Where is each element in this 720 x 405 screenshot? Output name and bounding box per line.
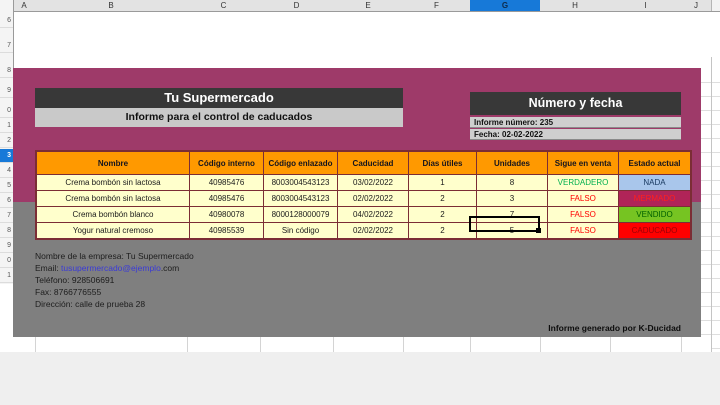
selected-cell-outline[interactable] <box>469 216 540 232</box>
cell-codigo-enlazado[interactable]: 8003004543123 <box>264 191 338 207</box>
area-below-sheet <box>0 352 720 405</box>
cell-codigo-interno[interactable]: 40985476 <box>190 191 264 207</box>
column-header-f[interactable]: F <box>403 0 471 11</box>
row-header[interactable]: 7 <box>0 39 13 53</box>
cell-caducidad[interactable]: 02/02/2022 <box>338 191 409 207</box>
cell-dias-utiles[interactable]: 2 <box>409 207 477 223</box>
address-line: Dirección: calle de prueba 28 <box>35 299 146 309</box>
grid-line <box>260 337 261 352</box>
cell-caducidad[interactable]: 04/02/2022 <box>338 207 409 223</box>
table-row <box>36 175 691 191</box>
email-label: Email: <box>35 263 61 273</box>
table-row <box>36 207 691 223</box>
row-header[interactable]: 7 <box>0 209 13 223</box>
row-header[interactable]: 1 <box>0 269 13 283</box>
empty-cells-bottom-row[interactable] <box>13 337 711 353</box>
header-sigue-en-venta[interactable]: Sigue en venta <box>548 151 619 175</box>
cell-nombre[interactable]: Crema bombón blanco <box>36 207 190 223</box>
company-title: Tu Supermercado <box>164 90 274 105</box>
header-unidades[interactable]: Unidades <box>477 151 548 175</box>
cell-nombre[interactable]: Yogur natural cremoso <box>36 223 190 240</box>
header-caducidad[interactable]: Caducidad <box>338 151 409 175</box>
column-header-i[interactable]: I <box>610 0 682 11</box>
row-header[interactable]: 6 <box>0 194 13 208</box>
cell-unidades[interactable]: 5 <box>477 223 548 240</box>
column-header-b[interactable]: B <box>35 0 188 11</box>
column-header-j[interactable]: J <box>681 0 712 11</box>
phone-line: Teléfono: 928506691 <box>35 275 115 285</box>
row-header[interactable]: 8 <box>0 224 13 238</box>
cell-sigue-en-venta[interactable]: FALSO <box>548 223 619 240</box>
fax-line: Fax: 8766776555 <box>35 287 102 297</box>
grid-line <box>35 337 36 352</box>
header-codigo-interno[interactable]: Código interno <box>190 151 264 175</box>
cell-codigo-enlazado[interactable]: 8003004543123 <box>264 175 338 191</box>
email-line <box>35 262 365 274</box>
grid-line <box>540 337 541 352</box>
cell-dias-utiles[interactable]: 2 <box>409 191 477 207</box>
cell-estado-actual[interactable]: CADUCADO <box>619 223 692 240</box>
row-header[interactable]: 9 <box>0 239 13 253</box>
column-header-row <box>0 0 720 12</box>
grid-line <box>333 337 334 352</box>
cell-unidades[interactable]: 7 <box>477 207 548 223</box>
row-header-strip <box>0 0 14 284</box>
cell-codigo-interno[interactable]: 40985539 <box>190 223 264 240</box>
column-header-e[interactable]: E <box>333 0 404 11</box>
row-header[interactable]: 1 <box>0 119 13 133</box>
products-table <box>35 150 692 240</box>
grid-line <box>470 337 471 352</box>
row-header[interactable]: 0 <box>0 104 13 118</box>
column-header-d[interactable]: D <box>260 0 334 11</box>
row-header[interactable]: 2 <box>0 134 13 148</box>
cell-codigo-interno[interactable]: 40980078 <box>190 207 264 223</box>
cell-caducidad[interactable]: 03/02/2022 <box>338 175 409 191</box>
number-date-title: Número y fecha <box>528 96 623 110</box>
number-date-title-bar <box>470 92 681 115</box>
grid-line <box>681 337 682 352</box>
row-header[interactable]: 3 <box>0 149 13 163</box>
cell-estado-actual[interactable]: NADA <box>619 175 692 191</box>
report-date-bar <box>470 129 681 140</box>
report-number-bar <box>470 117 681 128</box>
grid-line <box>711 57 712 352</box>
cell-sigue-en-venta[interactable]: VERDADERO <box>548 175 619 191</box>
cell-estado-actual[interactable]: MERMADO <box>619 191 692 207</box>
table-header-row <box>36 151 691 175</box>
grid-line <box>187 337 188 352</box>
cell-dias-utiles[interactable]: 1 <box>409 175 477 191</box>
column-header-h[interactable]: H <box>540 0 611 11</box>
cell-unidades[interactable]: 3 <box>477 191 548 207</box>
generated-by-label: Informe generado por K-Ducidad <box>548 323 681 333</box>
cell-sigue-en-venta[interactable]: FALSO <box>548 191 619 207</box>
cell-codigo-enlazado[interactable]: 8000128000079 <box>264 207 338 223</box>
cell-nombre[interactable]: Crema bombón sin lactosa <box>36 175 190 191</box>
cell-nombre[interactable]: Crema bombón sin lactosa <box>36 191 190 207</box>
table-row <box>36 191 691 207</box>
report-subtitle-bar <box>35 108 403 127</box>
header-codigo-enlazado[interactable]: Código enlazado <box>264 151 338 175</box>
cell-unidades[interactable]: 8 <box>477 175 548 191</box>
cell-estado-actual[interactable]: VENDIDO <box>619 207 692 223</box>
cell-caducidad[interactable]: 02/02/2022 <box>338 223 409 240</box>
table-row <box>36 223 691 240</box>
row-header[interactable]: 8 <box>0 64 13 78</box>
report-subtitle: Informe para el control de caducados <box>125 111 313 123</box>
report-number: Informe número: 235 <box>474 118 554 127</box>
column-header-c[interactable]: C <box>187 0 261 11</box>
cell-codigo-enlazado[interactable]: Sin código <box>264 223 338 240</box>
cell-dias-utiles[interactable]: 2 <box>409 223 477 240</box>
header-estado-actual[interactable]: Estado actual <box>619 151 692 175</box>
column-header-g[interactable]: G <box>470 0 541 11</box>
row-header[interactable]: 6 <box>0 14 13 28</box>
company-name-line: Nombre de la empresa: Tu Supermercado <box>35 251 194 261</box>
row-header[interactable]: 0 <box>0 254 13 268</box>
fill-handle[interactable] <box>536 228 541 233</box>
grid-line <box>610 337 611 352</box>
cell-codigo-interno[interactable]: 40985476 <box>190 175 264 191</box>
row-header[interactable]: 5 <box>0 179 13 193</box>
report-date: Fecha: 02-02-2022 <box>474 130 543 139</box>
row-header[interactable]: 9 <box>0 84 13 98</box>
header-nombre[interactable]: Nombre <box>36 151 190 175</box>
email-link[interactable]: tusupermercado@ejemplo <box>60 263 161 273</box>
row-header[interactable]: 4 <box>0 164 13 178</box>
company-title-bar <box>35 88 403 108</box>
column-header-a[interactable]: A <box>13 0 36 11</box>
header-dias-utiles[interactable]: Días útiles <box>409 151 477 175</box>
cell-sigue-en-venta[interactable]: FALSO <box>548 207 619 223</box>
email-suffix: .com <box>160 263 180 273</box>
grid-line <box>403 337 404 352</box>
